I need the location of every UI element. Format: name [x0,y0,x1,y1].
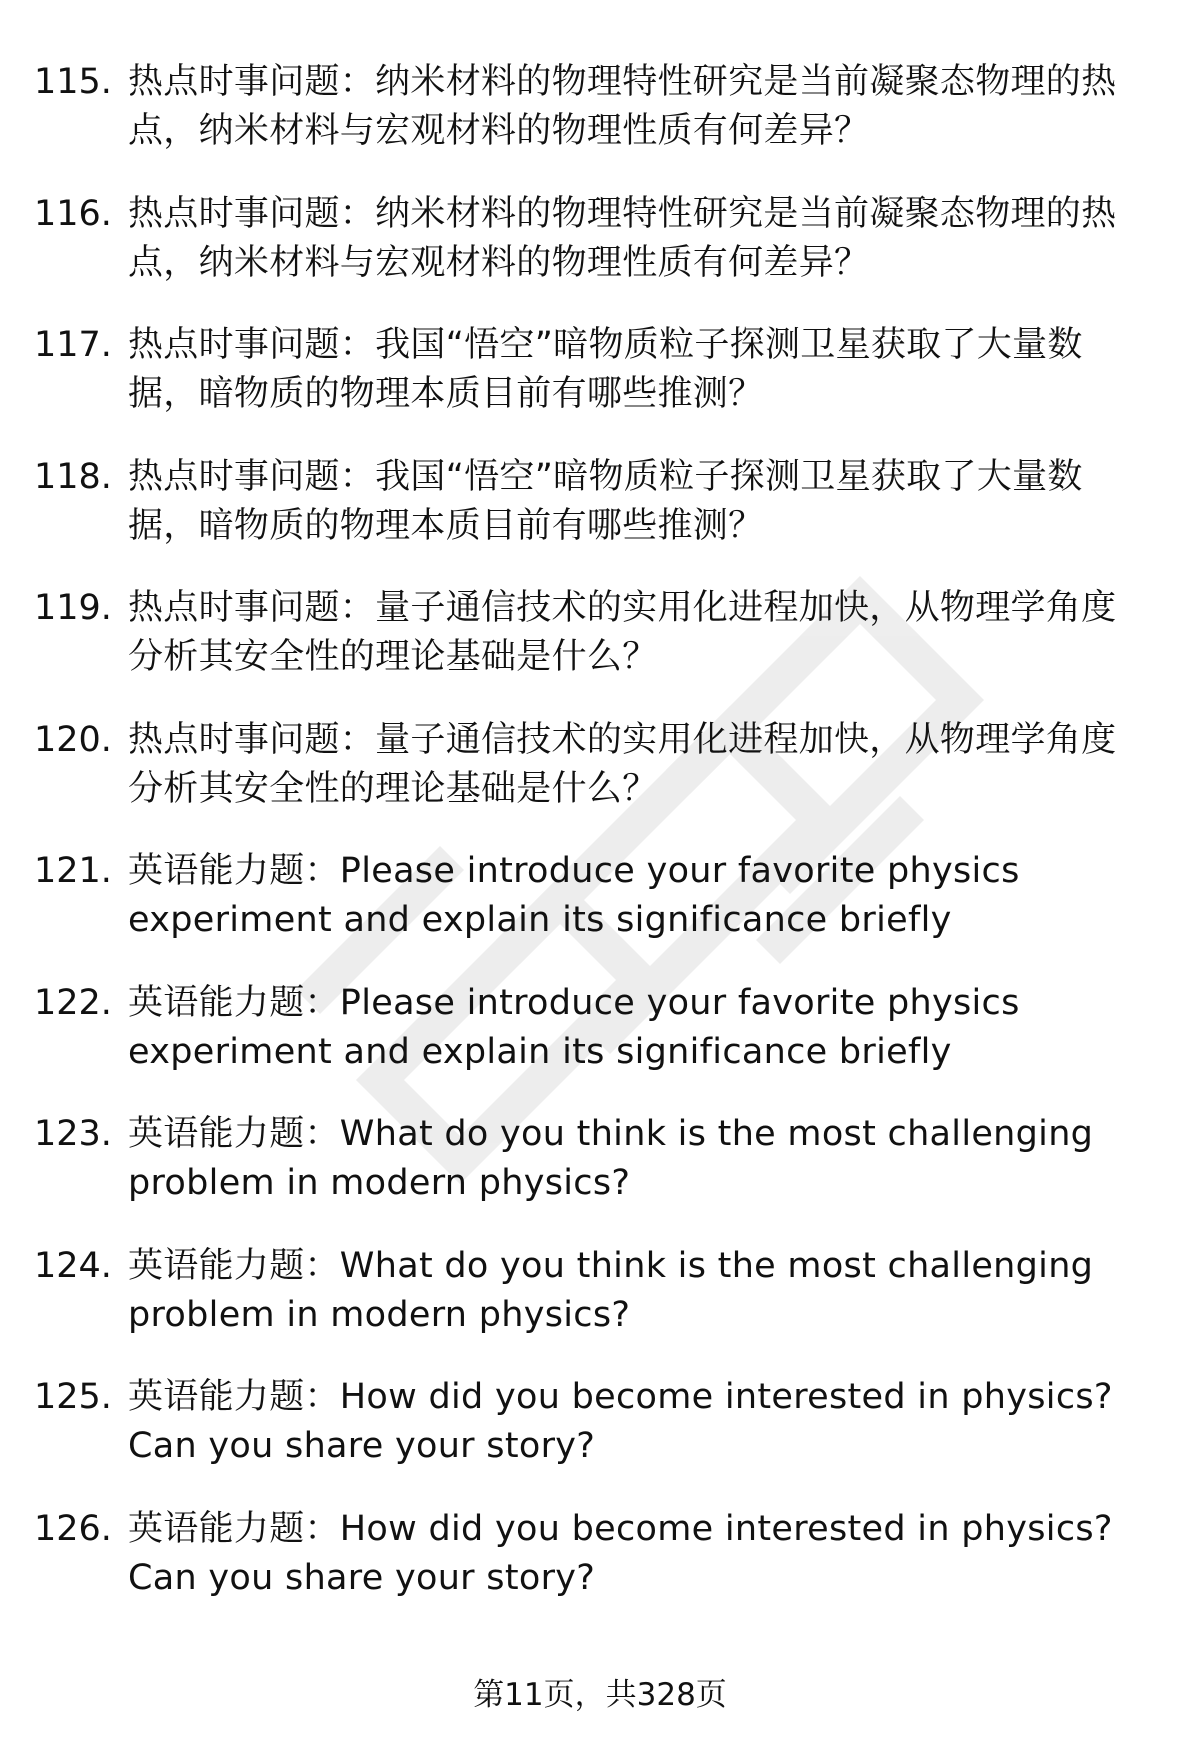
question-number: 118. [34,456,112,497]
question-number: 126. [34,1508,112,1549]
question-item [34,716,1144,848]
question-item [34,1505,1144,1637]
question-item [34,979,1144,1111]
page-footer [0,1675,1200,1715]
question-text: 英语能力题：Please introduce your favorite physics experiment and explain its significance briefly [128,851,1020,940]
question-item [34,58,1144,190]
question-item [34,1373,1144,1505]
question-text: 热点时事问题：纳米材料的物理特性研究是当前凝聚态物理的热点，纳米材料与宏观材料的物理性质有何差异？ [128,193,1117,283]
question-text: 热点时事问题：量子通信技术的实用化进程加快，从物理学角度分析其安全性的理论基础是什么？ [128,588,1117,677]
question-number: 125. [34,1377,112,1417]
question-item [34,584,1144,716]
question-item [34,1242,1144,1374]
question-number: 117. [34,325,112,365]
question-text: 英语能力题：How did you become interested in physics? Can you share your story? [128,1377,1113,1466]
question-list [34,58,1144,1636]
question-text: 热点时事问题：我国“悟空”暗物质粒子探测卫星获取了大量数据，暗物质的物理本质目前有哪些推测？ [128,456,1083,546]
question-text: 热点时事问题：量子通信技术的实用化进程加快，从物理学角度分析其安全性的理论基础是什么？ [128,719,1117,809]
question-text: 英语能力题：What do you think is the most challenging problem in modern physics? [128,1114,1094,1203]
question-number: 121. [34,851,112,891]
question-number: 116. [34,193,112,234]
question-text: 英语能力题：What do you think is the most challenging problem in modern physics? [128,1245,1094,1335]
question-number: 122. [34,982,112,1023]
question-text: 英语能力题：Please introduce your favorite physics experiment and explain its significance briefly [128,982,1020,1072]
question-item [34,321,1144,453]
question-item [34,453,1144,585]
question-text: 热点时事问题：我国“悟空”暗物质粒子探测卫星获取了大量数据，暗物质的物理本质目前有哪些推测？ [128,325,1083,414]
question-text: 热点时事问题：纳米材料的物理特性研究是当前凝聚态物理的热点，纳米材料与宏观材料的物理性质有何差异？ [128,62,1117,151]
question-number: 123. [34,1114,112,1154]
question-number: 124. [34,1245,112,1286]
question-item [34,190,1144,322]
question-number: 120. [34,719,112,760]
page-number-label: 第11页，共328页 [473,1677,727,1713]
question-number: 119. [34,588,112,628]
question-item [34,1110,1144,1242]
question-text: 英语能力题：How did you become interested in physics? Can you share your story? [128,1508,1113,1598]
question-number: 115. [34,62,112,102]
question-item [34,847,1144,979]
